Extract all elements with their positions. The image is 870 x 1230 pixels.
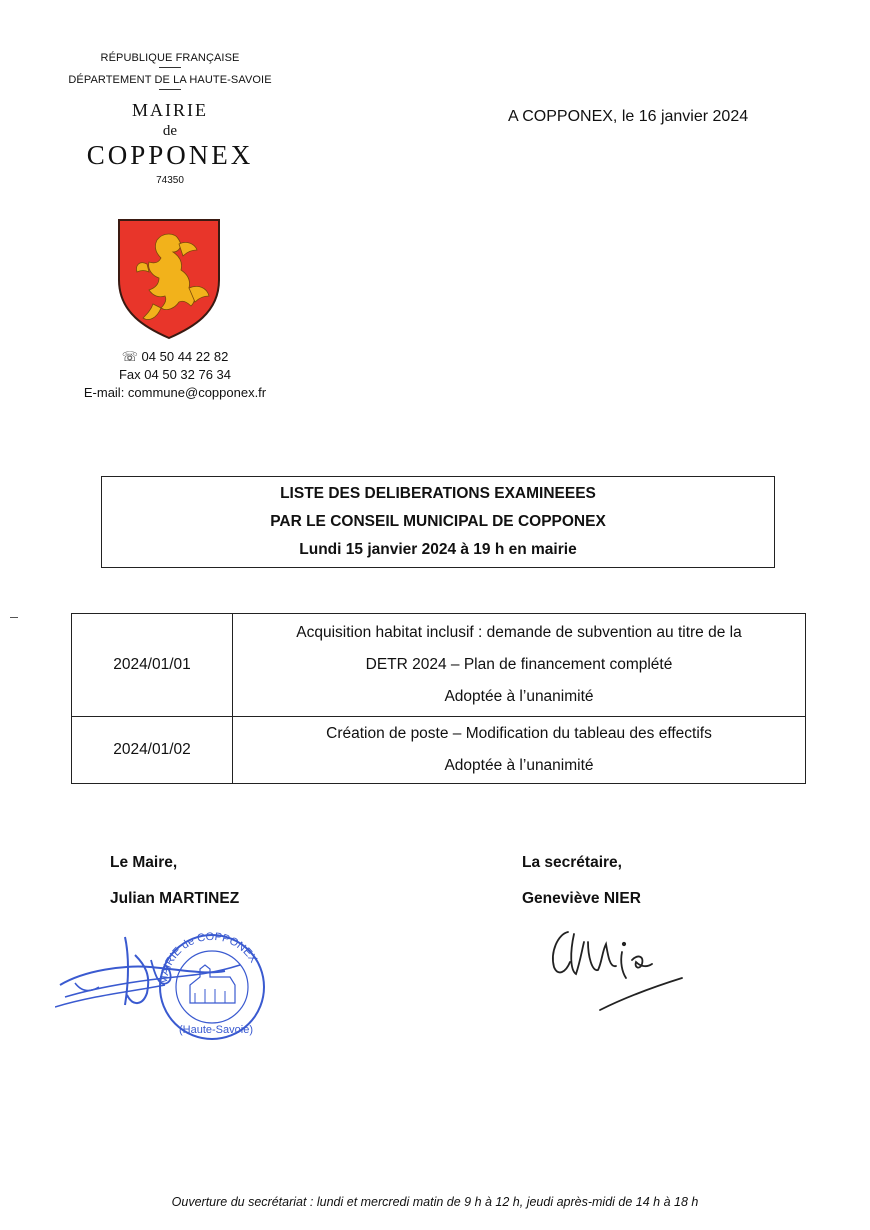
title-line-1: LISTE DES DELIBERATIONS EXAMINEEES xyxy=(280,485,596,502)
table-row xyxy=(72,614,806,717)
deliberation-number: 2024/01/02 xyxy=(72,717,233,784)
letterhead xyxy=(60,52,280,186)
stamp-bottom-text: (Haute-Savoie) xyxy=(179,1024,253,1036)
mayor-name: Julian MARTINEZ xyxy=(110,890,240,907)
fax-number: Fax 04 50 32 76 34 xyxy=(118,367,232,382)
place-date: A COPPONEX, le 16 janvier 2024 xyxy=(508,108,749,125)
contact-block xyxy=(60,348,290,402)
department-line: DÉPARTEMENT DE LA HAUTE-SAVOIE xyxy=(68,74,272,86)
mayor-signatory xyxy=(110,845,239,917)
phone-number: ☏ 04 50 44 22 82 xyxy=(121,349,229,364)
margin-mark xyxy=(10,617,18,618)
secretary-signatory xyxy=(522,845,641,917)
republic-line: RÉPUBLIQUE FRANÇAISE xyxy=(100,52,240,64)
secretary-signature-icon xyxy=(540,922,690,1017)
stamp-top-text: MAIRIE de COPPONEX xyxy=(157,930,260,986)
title-line-3: Lundi 15 janvier 2024 à 19 h en mairie xyxy=(299,541,577,558)
divider xyxy=(159,67,181,68)
mayor-signature-stamp-icon xyxy=(55,925,270,1045)
deliberation-description xyxy=(233,717,806,784)
coat-of-arms-icon xyxy=(117,218,221,340)
description-line: DETR 2024 – Plan de financement complété xyxy=(365,656,673,673)
decision-line: Adoptée à l’unanimité xyxy=(444,688,594,705)
decision-line: Adoptée à l’unanimité xyxy=(444,757,594,774)
email-address: E-mail: commune@copponex.fr xyxy=(83,385,267,400)
secretary-role: La secrétaire, xyxy=(522,854,622,871)
deliberation-description xyxy=(233,614,806,717)
table-row xyxy=(72,717,806,784)
office-hours-footer: Ouverture du secrétariat : lundi et mercredi matin de 9 h à 12 h, jeudi après-midi de 14 h à 18 h xyxy=(171,1195,699,1209)
town-name: COPPONEX xyxy=(86,140,254,170)
description-line: Acquisition habitat inclusif : demande de subvention au titre de la xyxy=(296,624,742,641)
divider xyxy=(159,89,181,90)
postcode: 74350 xyxy=(156,175,184,186)
deliberation-number: 2024/01/01 xyxy=(72,614,233,717)
title-box xyxy=(101,476,775,568)
mayor-role: Le Maire, xyxy=(110,854,178,871)
title-line-2: PAR LE CONSEIL MUNICIPAL DE COPPONEX xyxy=(270,513,606,530)
deliberations-table xyxy=(71,613,806,784)
de-label: de xyxy=(162,123,178,139)
secretary-name: Geneviève NIER xyxy=(522,890,641,907)
mairie-label: MAIRIE xyxy=(132,100,208,120)
description-line: Création de poste – Modification du tableau des effectifs xyxy=(326,725,712,742)
